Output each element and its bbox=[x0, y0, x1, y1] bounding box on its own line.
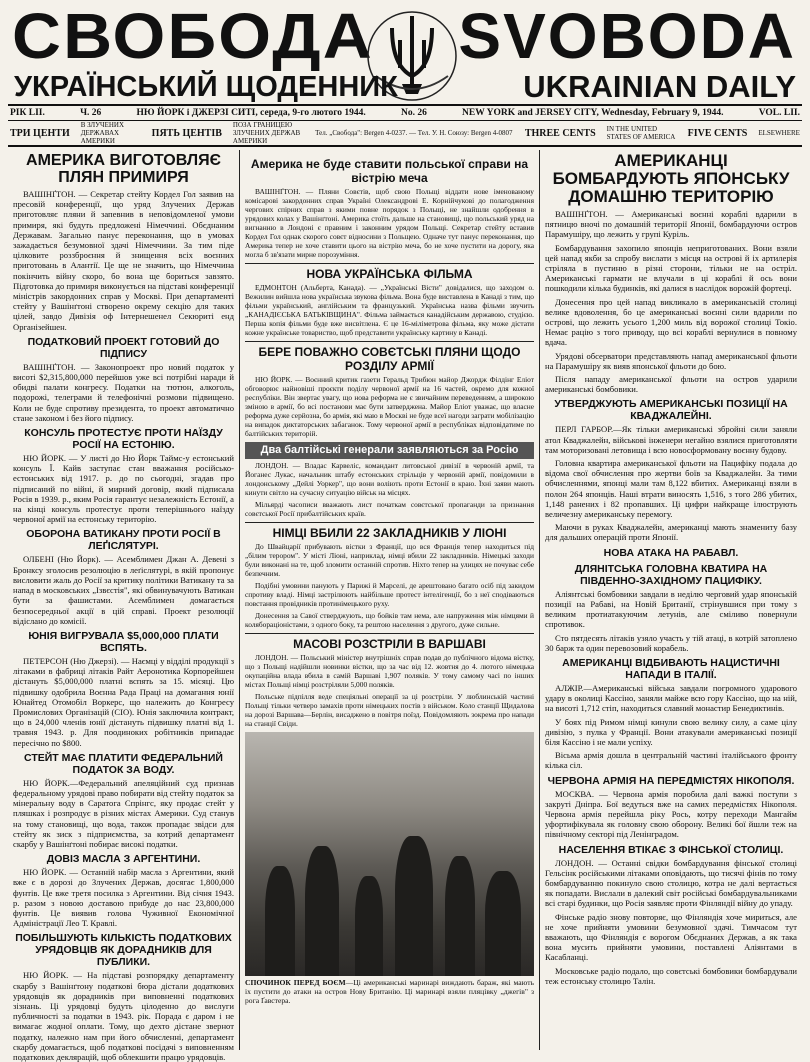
masthead bbox=[8, 0, 802, 104]
headline-armistice-plan: АМЕРИКА ВИГОТОВЛЯЄ ПЛЯН ПРИМИРЯ bbox=[26, 152, 221, 186]
headline-ukrainian-film: НОВА УКРАЇНСЬКА ФІЛЬМА bbox=[245, 263, 534, 281]
article-soviet-army-plans: НЮ ЙОРК. — Воєнний критик газети Геральд Трибюн майор Джордж Філдінг Еліот обговорює найновіші проєкти поділу червоної армії на 16 частей, окремо для кожної республіки. Він звертає увагу, що нова реформа не є звичайним переведенням, а широкою зміною в армії, бо всі постанови має бути затверджена. Майор Еліот уважає, що власне реформа дуже серйозна, бо армія, які маю в Москві не буде всеї нагоди заграти мобілізацію на випадок диктаторських забаганок. Тому червоної армії в республіках відповідатиме по балтійських територій. bbox=[245, 375, 534, 438]
article-kwajalein: ПЕРЛ ГАРБОР.—Як тільки американські збройні сили заняли атол Кваджалейн, військові інженери негайно взялися приготовляти там моторизовані летовища і всю новосформовану воєнну будову. bbox=[545, 424, 797, 455]
price-five-ua-note: ПОЗА ГРАНИЦЕЮ ЗЛУЧЕНИХ ДЕРЖАВ АМЕРИКИ bbox=[232, 121, 301, 145]
article-italy: АЛЖІР.—Американські війська завдали погромного ударового удару в околиці Кассіно, заняли майже всю гору Кассіно, що на ній, на висоті 1,712 стіп, находиться славний монастир Бенедиктинів. bbox=[545, 682, 797, 714]
dateline bbox=[8, 104, 802, 121]
article-rabaul-2: Сто пятдесять літаків узяло участь у тій атаці, в котрій затоплено 30 барж та один перевозовий корабель. bbox=[545, 632, 797, 653]
masthead-subtitle-ua: УКРАЇНСЬКИЙ ЩОДЕННИК bbox=[14, 71, 398, 103]
article-kwajalein-2: Головна квартира американської фльоти на Пацифіку подала до відома свої обчислення про жертви боїв за Кваджалейн. За тими обчисленнями, японці мали там 8,122 вбитих. Американці взяли в полон 264 японців. Наші втрати виносять 1,516, з того 286 убитих, 1,148 ранених і 82 пропавших. Ці цифри найкраще ілюструють величезну американську перемогу. bbox=[545, 458, 797, 520]
article-italy-2: У боях під Римом німці кинули свою велику силу, а саме цілу дивізію, з пулка у Франції. Вони атакували американські позиції біля Кассіно і не мали успіху. bbox=[545, 716, 797, 747]
article-rabaul: Аліянтські бомбовики завдали в неділю черговий удар японській позиції на Рабаві, на Новій Британії, стрінувшися при тому з великим протиатакуючим летунів, але сміливо повернули спротивок. bbox=[545, 588, 797, 630]
headline-tax-officials: ПОБІЛЬШУЮТЬ КІЛЬКІСТЬ ПОДАТКОВИХ УРЯДОВЦІВ ЯК ДОРАДНИКІВ ДЛЯ ПУБЛИКИ. bbox=[15, 932, 232, 969]
headline-polish-question: Америка не буде ставити польської справи на вістрію меча bbox=[250, 157, 529, 185]
article-japan-bombing-2: Бомбардування захопило японців неприготованих. Вони взяли цей напад якби за спробу вислати з місця на острові й іх артилерія стріляла в пустиню в різні сторони, тільки не на остріл. Американські гармати не влучали в ці кораблі й ось вони пошкодили кілька будинків, які далися в наслідок ворожій фортеці. bbox=[545, 242, 797, 294]
price-three-ua-note: В ЗЛУЧЕНИХ ДЕРЖАВАХ АМЕРИКИ bbox=[80, 121, 125, 145]
column-right bbox=[540, 150, 802, 1050]
article-warsaw-executions-2: Польське підпілля веде спеціяльні операції за ці розстріли. У люблинській частині Польщі тільки четверо замахів проти німецьких постів з військом. Коло станції Щидалова на дорозі Варшава—Берлін, висаджено в повітря поїзд. Повідомляють зокрема про напади на станції Свіди. bbox=[245, 692, 534, 728]
photo-marines bbox=[245, 732, 534, 976]
article-helsinki-2: Фінське радіо знову повторяє, що Фінляндія хоче мириться, але не хоче прийняти умовини безумовної здачі. Тимчасом тут вважають, що Фінляндія є ворогом Обєднаних Держав, а як така вона мусить прийняти умовини, поставлені Аліянтами в Касабланці. bbox=[545, 911, 797, 963]
headline-soviet-army-plans: БЕРЕ ПОВАЖНО СОВЄТСЬКІ ПЛЯНИ ЩОДО РОЗДІЛУ АРМІЇ bbox=[245, 341, 534, 373]
headline-butter-import: ДОВІЗ МАСЛА З АРГЕНТИНИ. bbox=[46, 853, 201, 866]
issue-number-ua: Ч. 26 bbox=[80, 108, 102, 118]
article-japan-bombing: ВАШІНҐТОН. — Американські воєнні кораблі вдарили в пятницю вночі по домашній території Японії, бомбардуючи остров Парамушіру, що лежить у групі Куріль. bbox=[545, 209, 797, 240]
columns bbox=[8, 150, 802, 1062]
price-three-en: THREE CENTS bbox=[524, 127, 596, 139]
article-warsaw-executions: ЛОНДОН. — Польський міністер внутрішніх справ подав до публічного відома вістку, що з Польщі надійшли новинки вістки, що за час від 12. жовтня до 4. лютого німецька окупаційна влада вбила в самій Варшаві 1,907 поляків. У тому самому часі по інших містах Польщі німці розстріляли 5,000 поляків. bbox=[245, 653, 534, 689]
article-union-pay: ПЕТЕРСОН (Ню Джерзі). — Наємці у відділі продукції з літаками в фабриці літаків Райт Аеронотика Корпорейшен дістануть $5,000,000 платні вспять за 15. місяці. Цю підвишку одобрила Воєнна Рада Праці на домагання юнії Юнайтед Отомобіл Воркерс, що належить до Конгресу Промислових Організацій (СІО). Юнія заключила контракт, що в 24,000 членів юнії дістануть підвишку платні від 1. травня 1943. р. Для поодиноких робітників припадає пересічно по $800. bbox=[13, 655, 234, 748]
phone-numbers: Тел. „Свобода": Bergen 4-0237. — Тел. У. Н. Союзу: Bergen 4-0807 bbox=[315, 129, 513, 137]
photo-caption-text: —Ці американські маринарі виждають бараж, які мають іх пустити до атаки на остров Нову Британію. Ці маринарі взяли пляцівку „джегів" з рога Ґавстера. bbox=[245, 978, 534, 1005]
masthead-title-ua: СВОБОДА bbox=[12, 0, 374, 72]
article-tax-project: ВАШІНҐТОН. — Законопроект про новий податок у висоті $2,315,800,000 перейшов уже всі потрібні наради й обидві палати конгресу. Податки на тютюн, алкоголь, подорожі, телеграми й телефонічні розмови підвищено. Коли не буде спротиву президента, то проект автоматично стане законом і без його підпису. bbox=[13, 361, 234, 423]
article-lyon-hostages: До Швайцарії прибувають вістки з Франції, що вся Франція тепер находиться під „білим терором". У місті Ліоні, наприклад, німці вбили 22 закладників. Німецькі заходи були виконані на те, щоб зломити останній спротив. Ніхто тепер на улицях не почуває себе безпечним. bbox=[245, 542, 534, 578]
headline-kwajalein: УТВЕРДЖУЮТЬ АМЕРИКАНСЬКІ ПОЗИЦІЇ НА КВАДЖАЛЕЙНІ. bbox=[554, 398, 788, 423]
article-italy-3: Вісьма армія дошла в центральній частині італійського фронту кілька сіл. bbox=[545, 750, 797, 771]
headline-union-pay: ЮНІЯ ВИГРУВАЛА $5,000,000 ПЛАТИ ВСПЯТЬ. bbox=[28, 629, 219, 654]
article-japan-bombing-5: Після нападу американської фльоти на остров ударили американські бомбовики. bbox=[545, 374, 797, 395]
article-ukrainian-film: ЕДМОНТОН (Альберта, Канада). — „Українські Вісти" довідалися, що заходом о. Вежилин вийшла нова українська звукова фільма. Вона буде виставлена в Канаді з тим, що фільми український, англійським та французький. Українська назва фільми звучить „КАНАДІЄСЬКА БАТЬКІВЩИНА". Фільма займається канадійським державою, студією. Перша копія фільми буде вже висвітлена. Є це 16-міліметрова фільма, яку може дістати кожне українське товариство, щоб представити українську картину в Канаді. bbox=[245, 283, 534, 337]
photo-caption bbox=[245, 978, 534, 1005]
headline-water-tax: СТЕЙТ МАЄ ПЛАТИТИ ФЕДЕРАЛЬНИЙ ПОДАТОК ЗА ВОДУ. bbox=[24, 751, 223, 776]
headline-warsaw-executions: МАСОВІ РОЗСТРІЛИ В ВАРШАВІ bbox=[245, 633, 534, 651]
headline-lyon-hostages: НІМЦІ ВБИЛИ 22 ЗАКЛАДНИКІВ У ЛІОНІ bbox=[245, 522, 534, 540]
city-date-ua: НЮ ЙОРК і ДЖЕРЗІ СИТІ, середа, 9-го лютого 1944. bbox=[136, 108, 366, 118]
headline-vatican-defense: ОБОРОНА ВАТИКАНУ ПРОТИ РОСІЇ В ЛЕҐІСЛЯТУРІ. bbox=[26, 528, 221, 553]
article-baltic-generals-2: Мільярді часописи вважають лист початкам совєтської пропаганди за признання совєтської Росії прибалтійських країв. bbox=[245, 500, 534, 518]
photo-caption-title: СПОЧИНОК ПЕРЕД БОЄМ bbox=[245, 978, 346, 987]
price-three-ua: ТРИ ЦЕНТИ bbox=[10, 127, 70, 139]
article-japan-bombing-4: Урядові обсерватори представляють напад американської фльоти на Парамушіру як вияв японської фльоти до бою. bbox=[545, 350, 797, 371]
article-nikopol: МОСКВА. — Червона армія поробила далі важкі поступи з закруті Дніпра. Бої ведуться вже на самих передмістях Нікополя. Червона армія перейшла ріку Рось, котру переходи Мангайм уфортифікувала як головну свою оборону. Великі бої йшли теж на північному секторі під Ленінградом. bbox=[545, 788, 797, 840]
article-water-tax: НЮ ЙОРК.—Федеральний апеляційний суд признав федеральному урядові право побирати від стейту податок за мінеральну воду в Саратога Спрінгс, яку продає стейт у пляшках і розпродує в різних містах Америки. Суд станув на тому становищі, що вода, також пропадає звідси для стейту як зиск з підприємства, за котрий департамент скарбу у Вашінґтоні побирає високі податки. bbox=[13, 777, 234, 849]
headline-rabaul: НОВА АТАКА НА РАБАВЛ. bbox=[603, 546, 739, 559]
article-tax-officials: НЮ ЙОРК. — На підставі розпорядку департаменту скарбу з Вашінґтону податкові бюра дістали додаткових урядовців як дорадників при виповненні податкових зізнань. Ці урядовці будуть цілоденно до вислуги публичності за податки в 1943. рік. Порада є даром і не вимагає жодної оплати. Тому, що дехто дістане звернот податку, належно нам при його обчисленні, департамент скарбу домагається, щоб податкові посідачі з виповненням податкових деклярацій, щоб облекшити працю урядовців. bbox=[13, 970, 234, 1062]
volume-en: VOL. LII. bbox=[758, 108, 800, 118]
price-five-en: FIVE CENTS bbox=[687, 127, 748, 139]
article-lyon-hostages-2: Подібні умовини панують у Парижі й Марселі, де арештовано багато осіб під закидом спротиву владі. Німці застрілюють найбільше протест інтелігенції, бо з неї сподіваються повстання провідників протинімецького руху. bbox=[245, 581, 534, 608]
city-date-en: NEW YORK and JERSEY CITY, Wednesday, February 9, 1944. bbox=[462, 108, 724, 118]
headline-tax-project: ПОДАТКОВИЙ ПРОЕКТ ГОТОВИЙ ДО ПІДПИСУ bbox=[27, 335, 220, 360]
article-helsinki: ЛОНДОН. — Останні свідки бомбардування фінської столиці Гельсінк російськими літаками оповідають, що тисячі фінів по тому бомбардуванню покинуло свою столицю, котра не далі вертається як попадати. Вислали в далекий світ російські бомбардувальниками всі старі будинки, що Росія заявляє проти Фінляндії війну до упаду. bbox=[545, 857, 797, 909]
price-three-en-note: IN THE UNITED STATES OF AMERICA bbox=[606, 125, 676, 141]
headline-italy: АМЕРИКАНЦІ ВІДБИВАЮТЬ НАЦИСТИЧНІ НАПАДИ В ІТАЛІЇ. bbox=[562, 656, 780, 681]
article-butter-import: НЮ ЙОРК. — Останній набір масла з Аргентини, який вже є в дорозі до Злучених Держав, досягає 1,800,000 фунтів. Це вже третя посилка з Аргентини. Від січня 1943. р. разом з новою доставою прибуде до нас 23,800,000 фунтів. Це виявив голова Чуживної Економічної Адміністрації Лео Т. Кравлі. bbox=[13, 867, 234, 929]
headline-helsinki: НАСЕЛЕННЯ ВТІКАЄ З ФІНСЬКОЇ СТОЛИЦІ. bbox=[558, 843, 784, 856]
price-five-en-note: ELSEWHERE bbox=[758, 129, 800, 137]
article-helsinki-3: Московське радіо подало, що совєтські бомбовики бомбардували теж естонську столицю Талін. bbox=[545, 965, 797, 986]
column-left bbox=[8, 150, 240, 1062]
article-kwajalein-3: Маючи в руках Кваджалейн, американці мають знамениту базу для дальших операцій проти Японії. bbox=[545, 522, 797, 543]
masthead-title-en: SVOBODA bbox=[458, 0, 796, 72]
headline-japan-bombing: АМЕРИКАНЦІ БОМБАРДУЮТЬ ЯПОНСЬКУ ДОМАШНЮ ТЕРИТОРІЮ bbox=[552, 151, 790, 206]
article-japan-bombing-3: Донесення про цей напад викликало в американській столиці велике вдоволення, бо це американські воєнні сили вдарили по острові, що лежить усього 1,200 миль від ворожої столиці Токіо. Немає рацію з того приводу, що всі кораблі вернулися в повному вдача. bbox=[545, 296, 797, 348]
headline-baltic-generals: Два балтійські генерали заявляються за Росію bbox=[245, 442, 534, 459]
headline-allied-hq: ДЛЯНІТСЬКА ГОЛОВНА КВАТИРА НА ПІВДЕННО-ЗАХІДНОМУ ПАЦИФІКУ. bbox=[574, 562, 768, 587]
masthead-subtitle-en: UKRAINIAN DAILY bbox=[523, 69, 796, 104]
article-baltic-generals: ЛОНДОН. — Владас Карвеліс, командант литовської дивізії в червоній армії, та Йоганес Лукас, начальник штабу естонських стрільців у червоній армії, повідомили в лондонському „Дейлі Уоркер", що вони воліють проти Естонії в краю. Їхні заяви мають кинути світло на сучасну ситуацію військ на місцях. bbox=[245, 461, 534, 497]
article-polish-question: ВАШІНҐТОН. — Пляни Совєтів, щоб свою Польщі віддати нове іменованому комісарові закордонних справ Україні Олександрові Е. Корнійчукові до полагодження чергових спірних справ з якими повне порядок з Польщі, не знайшли одобрення в урядових колах у Вашінґтоні. Америка стоїть дальше на становищі, що польський уряд на вигнанню в Лондоні є правним і законним урядом Польщі. Секретар стейту вставив Кордел Гол однак скорого совєт відносини з Польщею. Одначе тут панує переконання, що Америка тепер не хоче ставити цього на вістрію меча, бо не хоче пустити на дорогу, яка могла б зв'язати мирне порозуміння. bbox=[245, 187, 534, 259]
headline-nikopol: ЧЕРВОНА АРМІЯ НА ПЕРЕДМІСТЯХ НІКОПОЛЯ. bbox=[547, 774, 795, 787]
price-five-ua: ПЯТЬ ЦЕНТІВ bbox=[151, 127, 222, 139]
price-line bbox=[8, 121, 802, 147]
volume-ua: РІК LII. bbox=[10, 108, 45, 118]
headline-consul-protest: КОНСУЛЬ ПРОТЕСТУЄ ПРОТИ НАЇЗДУ РОСІЇ НА ЕСТОНІЮ. bbox=[24, 427, 223, 452]
column-middle bbox=[240, 150, 540, 1050]
article-vatican-defense: ОЛБЕНІ (Ню Йорк). — Асемблимен Джан А. Девені з Бронксу зголосив резолюцію в леґіслятурі, в якій пропонує висловити жаль до Росії за критику політики Ватикану та за напад в московських „Ізвєстія", які обвинувачують Ватикан бути за фашистами. Асемблимен домагається безпосередньої акції в цій справі. Проект резолюції відіслано до комісії. bbox=[13, 554, 234, 626]
article-consul-protest: НЮ ЙОРК. — У листі до Ню Йорк Таймс-у естонський консуль Ї. Кайв заступає стан вважання російсько-естонських від 1917. р. до по сьогодні, згадав про підписаний по війні, й мирний договір, який підписала Росія в 1939. р., яким Росія гарантує незалежність Естонії, а на кінці консуль протестує проти теперішнього наїзду червоної армії на естонську територію. bbox=[13, 453, 234, 525]
article-lyon-hostages-3: Донесення за Савої стверджують, що бойків там нема, але напруження між німцями й колябораціоністами, з одного боку, та рештою населення з другого, дуже сильне. bbox=[245, 611, 534, 629]
article-armistice-plan: ВАШІНҐТОН. — Секретар стейту Кордел Гол заявив на пресовій конференції, що уряд Злучених Держав приготовляє пляни й запевнив в неповідомленої умови примиря, які будуть предложені Німеччині. Обєднаним Державам. Загально панує переконання, що в умовах зажадається безумовної здачі Німеччини. За тим піде цілковите роззброєння й знищення всіх воєнних приготовань в Алантії. Це ще не значить, що Німеччина покінчить війну скоро, бо вона ще бориться завзято. Підготовка до примиря виконується на підставі конференції міністрів закордонних справ у Москві. При департаменті стейту у Вашінґтоні створено окрему секцію для таких цілей, завдо Дивізія оф Інтернешенел Секюриті енд Організейшен. bbox=[13, 189, 234, 332]
issue-number-en: No. 26 bbox=[400, 108, 427, 118]
